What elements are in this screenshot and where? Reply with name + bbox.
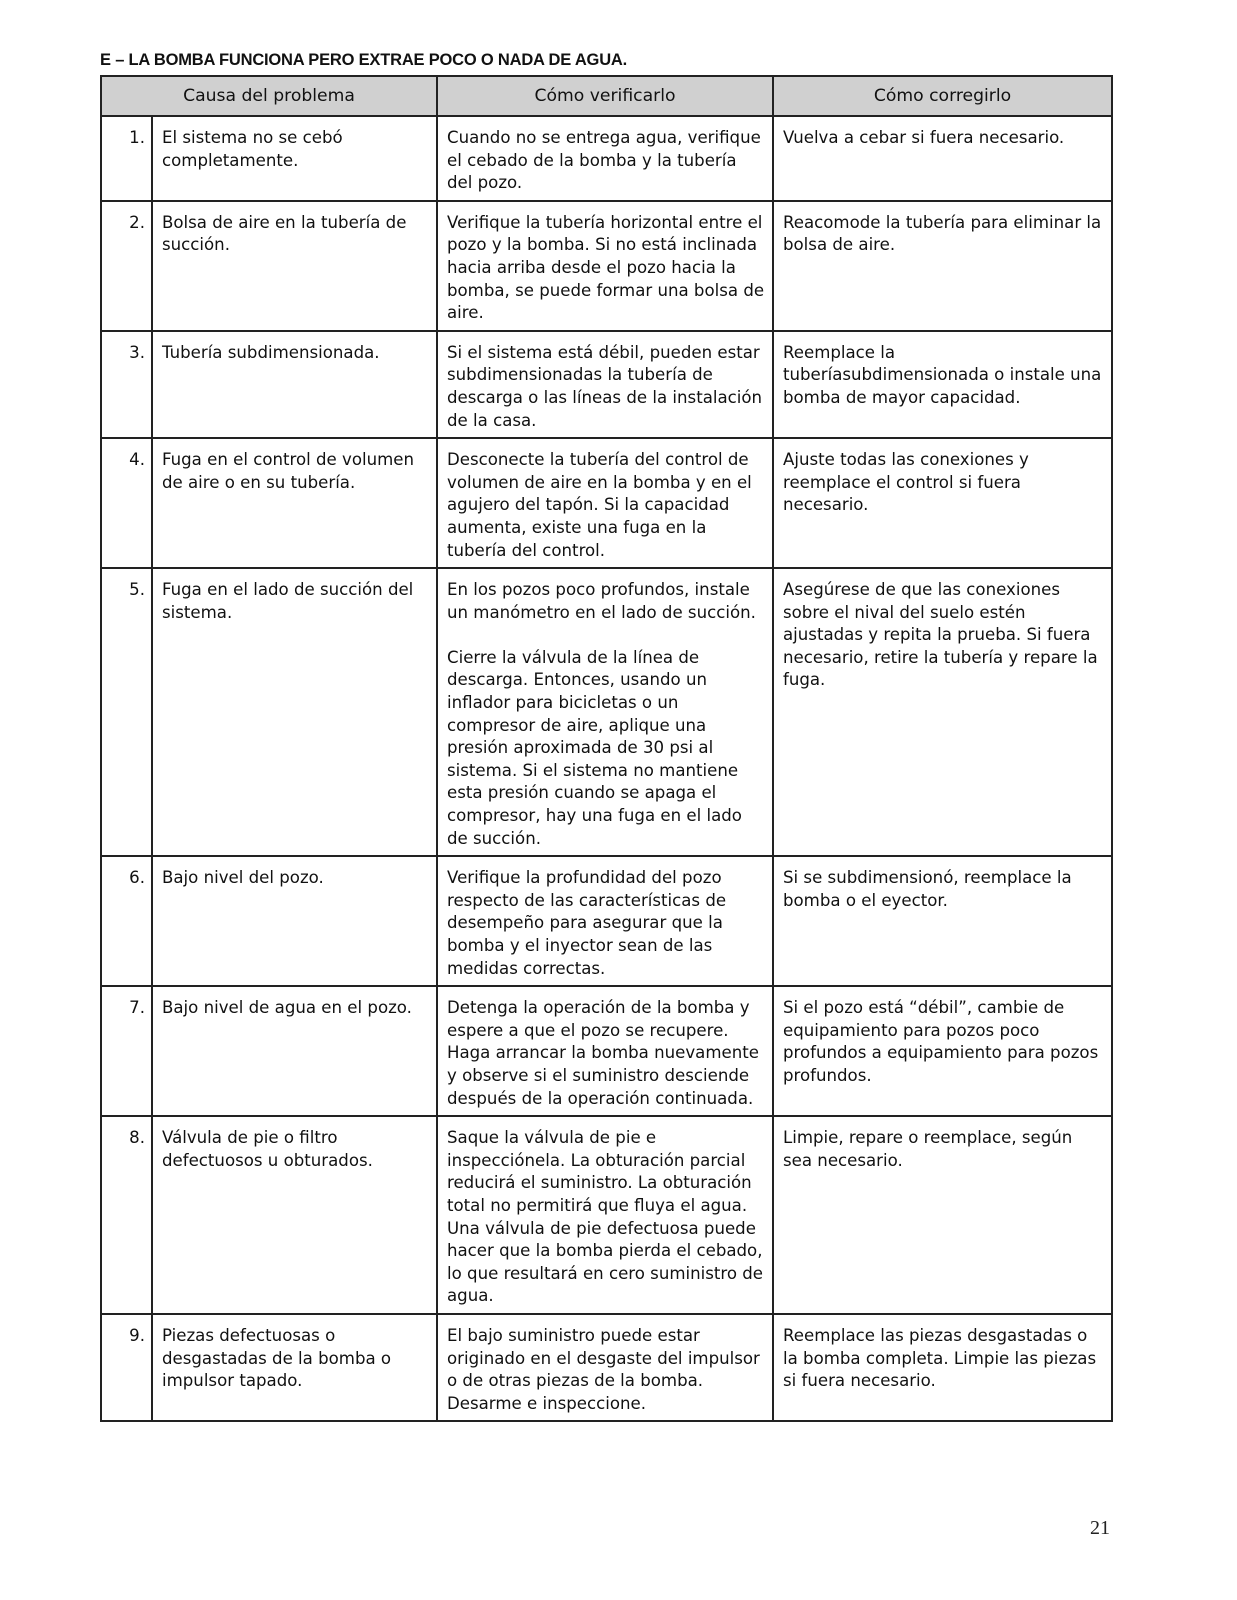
row-number: 6.	[101, 856, 152, 986]
troubleshooting-table	[100, 75, 1113, 1422]
table-row	[101, 116, 1112, 201]
cause-cell: Válvula de pie o filtro defectuosos u obturados.	[152, 1116, 437, 1314]
page-number: 21	[1090, 1517, 1110, 1539]
cause-cell: El sistema no se cebó completamente.	[152, 116, 437, 201]
verify-paragraph: En los pozos poco profundos, instale un manómetro en el lado de succión.	[447, 580, 756, 622]
fix-cell: Reacomode la tubería para eliminar la bolsa de aire.	[773, 201, 1112, 331]
verify-cell	[437, 1314, 773, 1421]
verify-paragraph: Cuando no se entrega agua, verifique el cebado de la bomba y la tubería del pozo.	[447, 128, 761, 193]
verify-paragraph: Desconecte la tubería del control de volumen de aire en la bomba y en el agujero del tapón. Si la capacidad aumenta, existe una fuga en la tubería del control.	[447, 450, 752, 560]
row-number: 1.	[101, 116, 152, 201]
verify-paragraph: Verifique la tubería horizontal entre el pozo y la bomba. Si no está inclinada hacia arriba desde el pozo hacia la bomba, se puede formar una bolsa de aire.	[447, 212, 765, 323]
fix-cell: Asegúrese de que las conexiones sobre el nival del suelo estén ajustadas y repita la prueba. Si fuera necesario, retire la tubería y repare la fuga.	[773, 568, 1112, 856]
table-row	[101, 568, 1112, 856]
table-row	[101, 1314, 1112, 1421]
table-row	[101, 201, 1112, 331]
table-row	[101, 1116, 1112, 1314]
verify-paragraph: Verifique la profundidad del pozo respecto de las características de desempeño para asegurar que la bomba y el inyector sean de las medidas correctas.	[447, 868, 727, 978]
fix-cell: Reemplace la tuberíasubdimensionada o instale una bomba de mayor capacidad.	[773, 331, 1112, 438]
verify-paragraph: Saque la válvula de pie e inspecciónela. La obturación parcial reducirá el suministro. La obturación total no permitirá que fluya el agua. Una válvula de pie defectuosa puede hacer que la bomba pierda el cebado, lo que resultará en cero suministro de agua.	[447, 1128, 764, 1306]
fix-cell: Si se subdimensionó, reemplace la bomba o el eyector.	[773, 856, 1112, 986]
verify-paragraph: Si el sistema está débil, pueden estar subdimensionadas la tubería de descarga o las líneas de la instalación de la casa.	[447, 342, 763, 430]
fix-cell: Vuelva a cebar si fuera necesario.	[773, 116, 1112, 201]
verify-cell	[437, 438, 773, 568]
verify-cell	[437, 331, 773, 438]
verify-cell	[437, 986, 773, 1116]
row-number: 4.	[101, 438, 152, 568]
cause-cell: Fuga en el control de volumen de aire o en su tubería.	[152, 438, 437, 568]
table-row	[101, 856, 1112, 986]
verify-cell	[437, 1116, 773, 1314]
cause-cell: Fuga en el lado de succión del sistema.	[152, 568, 437, 856]
fix-cell: Limpie, repare o reemplace, según sea necesario.	[773, 1116, 1112, 1314]
row-number: 9.	[101, 1314, 152, 1421]
section-title: E – LA BOMBA FUNCIONA PERO EXTRAE POCO O NADA DE AGUA.	[100, 51, 628, 69]
cause-cell: Tubería subdimensionada.	[152, 331, 437, 438]
fix-cell: Ajuste todas las conexiones y reemplace el control si fuera necesario.	[773, 438, 1112, 568]
header-fix: Cómo corregirlo	[773, 76, 1112, 116]
verify-paragraph: Cierre la válvula de la línea de descarga. Entonces, usando un inflador para bicicletas o un compresor de aire, aplique una presión aproximada de 30 psi al sistema. Si el sistema no mantiene esta presión cuando se apaga el compresor, hay una fuga en el lado de succión.	[447, 647, 742, 848]
verify-paragraph: Detenga la operación de la bomba y espere a que el pozo se recupere. Haga arrancar la bomba nuevamente y observe si el suministro desciende después de la operación continuada.	[447, 998, 759, 1108]
cause-cell: Bolsa de aire en la tubería de succión.	[152, 201, 437, 331]
cause-cell: Bajo nivel del pozo.	[152, 856, 437, 986]
row-number: 5.	[101, 568, 152, 856]
verify-cell	[437, 856, 773, 986]
cause-cell: Piezas defectuosas o desgastadas de la bomba o impulsor tapado.	[152, 1314, 437, 1421]
row-number: 7.	[101, 986, 152, 1116]
row-number: 2.	[101, 201, 152, 331]
fix-cell: Si el pozo está “débil”, cambie de equipamiento para pozos poco profundos a equipamiento para pozos profundos.	[773, 986, 1112, 1116]
header-verify: Cómo verificarlo	[437, 76, 773, 116]
header-row	[101, 76, 1112, 116]
table-header	[101, 76, 1112, 116]
table-body	[101, 116, 1112, 1421]
table-row	[101, 331, 1112, 438]
verify-cell	[437, 201, 773, 331]
cause-cell: Bajo nivel de agua en el pozo.	[152, 986, 437, 1116]
row-number: 3.	[101, 331, 152, 438]
verify-paragraph: El bajo suministro puede estar originado en el desgaste del impulsor o de otras piezas de la bomba. Desarme e inspeccione.	[447, 1325, 760, 1413]
table-row	[101, 986, 1112, 1116]
verify-cell	[437, 116, 773, 201]
row-number: 8.	[101, 1116, 152, 1314]
header-cause: Causa del problema	[101, 76, 437, 116]
verify-cell	[437, 568, 773, 856]
table-row	[101, 438, 1112, 568]
fix-cell: Reemplace las piezas desgastadas o la bomba completa. Limpie las piezas si fuera necesario.	[773, 1314, 1112, 1421]
